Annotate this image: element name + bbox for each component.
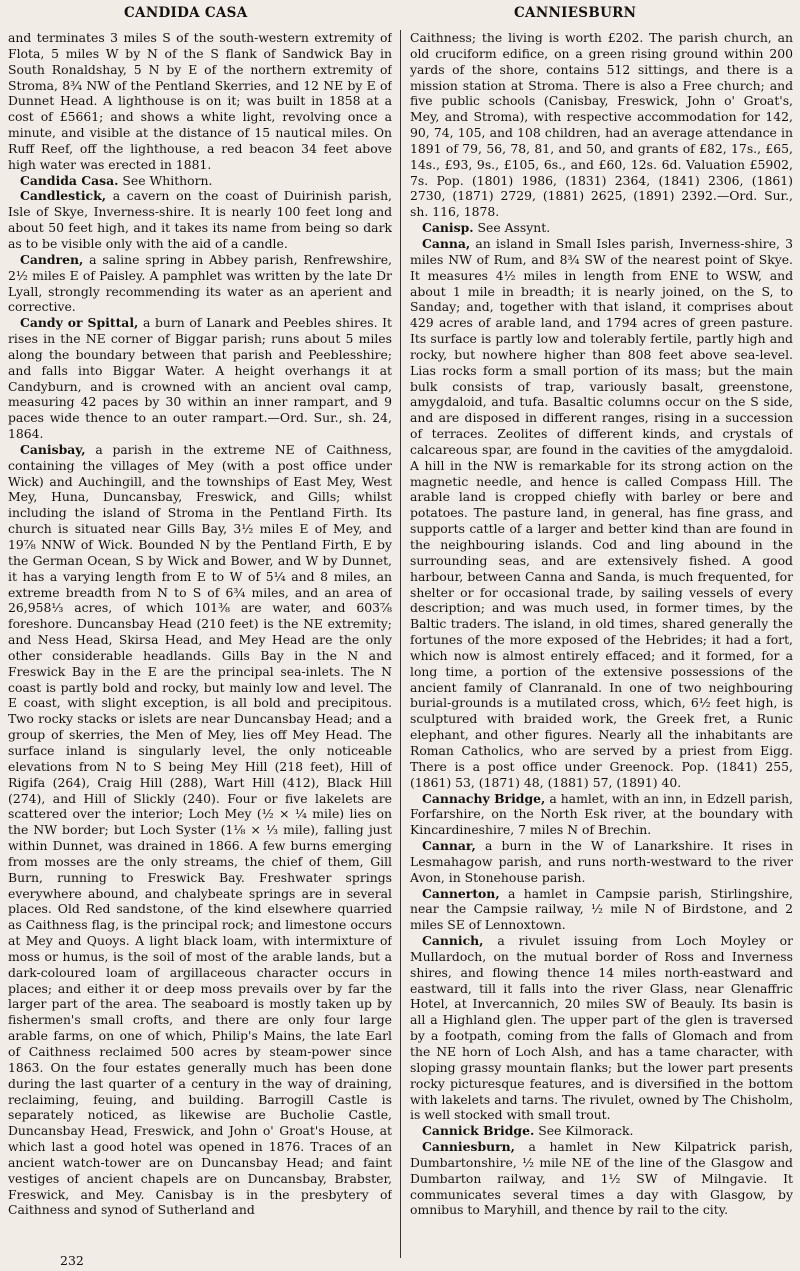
gazetteer-entry <box>410 30 793 220</box>
entry-body: a parish in the extreme NE of Caithness, containing the villages of Mey (with a post office under Wick) and Auchingill, and the townships of East Mey, West Mey, Huna, Duncansbay, Freswick, and Gills; whilst including the island of Stroma in the Pentland Firth. Its church is situated near Gills Bay, 3½ miles E of Mey, and 19⅞ NNW of Wick. Bounded N by the Pentland Firth, E by the German Ocean, S by Wick and Bower, and W by Dunnet, it has a varying length from E to W of 5¼ and 8 miles, an extreme breadth from N to S of 6¾ miles, and an area of 26,958⅓ acres, of which 101⅜ are water, and 603⅞ foreshore. Duncansbay Head (210 feet) is the NE extremity; and Ness Head, Skirsa Head, and Mey Head are the only other considerable headlands. Gills Bay in the N and Freswick Bay in the E are the principal sea-inlets. The N coast is partly bold and rocky, but mainly low and level. The E coast, with slight exception, is all bold and precipitous. Two rocky stacks or islets are near Duncansbay Head; and a group of skerries, the Men of Mey, lies off Mey Head. The surface inland is singularly level, the only noticeable elevations from N to S being Mey Hill (218 feet), Hill of Rigifa (264), Craig Hill (288), Wart Hill (412), Black Hill (274), and Hill of Slickly (240). Four or five lakelets are scattered over the interior; Loch Mey (½ × ¼ mile) lies on the NW border; but Loch Syster (1⅛ × ⅓ mile), falling just within Dunnet, was drained in 1866. A few burns emerging from mosses are the only streams, the chief of them, Gill Burn, running to Freswick Bay. Freshwater springs everywhere abound, and chalybeate springs are in several places. Old Red sandstone, of the kind elsewhere quarried as Caithness flag, is the principal rock; and limestone occurs at Mey and Quoys. A light black loam, with intermixture of moss or humus, is the soil of most of the arable lands, but a dark-coloured loam of argillaceous character occurs in places; and either it or deep moss prevails over by far the larger part of the area. The seaboard is mostly taken up by fishermen's small crofts, and there are only four large arable farms, on one of which, Philip's Mains, the late Earl of Caithness reclaimed 500 acres by steam-power since 1863. On the four estates generally much has been done during the last quarter of a century in the way of draining, reclaiming, feuing, and building. Barrogill Castle is separately noticed, as likewise are Bucholie Castle, Duncansbay Head, Freswick, and John o' Groat's House, at which last a good hotel was opened in 1876. Traces of an ancient watch-tower are on Duncansbay Head; and faint vestiges of ancient chapels are on Duncansbay, Brabster, Freswick, and Mey. Canisbay is in the presbytery of Caithness and synod of Sutherland and <box>8 441 392 1218</box>
entry-headword: Cannich, <box>422 933 484 949</box>
entry-body: a hamlet, with an inn, in Edzell parish, Forfarshire, on the North Esk river, at the boundary with Kincardineshire, 7 miles N of Brechin. <box>410 790 793 838</box>
entry-headword: Candren, <box>20 251 84 267</box>
entry-headword: Cannachy Bridge, <box>422 790 546 806</box>
gazetteer-entry <box>410 236 793 791</box>
entry-headword: Candlestick, <box>20 188 107 204</box>
entry-body: See Assynt. <box>473 220 551 236</box>
gazetteer-entry <box>8 188 392 251</box>
entry-headword: Canisbay, <box>20 441 86 457</box>
gazetteer-entry <box>410 1123 793 1139</box>
entry-body: an island in Small Isles parish, Inverness-shire, 3 miles NW of Rum, and 8¾ SW of the nearest point of Skye. It measures 4½ miles in length from ENE to WSW, and about 1 mile in breadth; it is nearly joined, on the S, to Sanday; and, together with that island, it comprises about 429 acres of arable land, and 1794 acres of green pasture. Its surface is partly low and tolerably fertile, partly high and rocky, but nowhere higher than 808 feet above sea-level. Lias rocks form a small portion of its mass; but the main bulk consists of trap, variously basalt, greenstone, amygdaloid, and tufa. Basaltic columns occur on the S side, and are disposed in different ranges, rising in a succession of terraces. Zeolites of different kinds, and crystals of calcareous spar, are found in the cavities of the amygdaloid. A hill in the NW is remarkable for its strong action on the magnetic needle, and hence is called Compass Hill. The arable land is cropped chiefly with barley or bere and potatoes. The pasture land, in general, has fine grass, and supports cattle of a larger and better kind than are found in the neighbouring islands. Cod and ling abound in the surrounding seas, and are extensively fished. A good harbour, between Canna and Sanda, is much frequented, for shelter or for occasional trade, by sailing vessels of every description; and was much used, in former times, by the Baltic traders. The island, in old times, shared generally the fortunes of the more exposed of the Hebrides; it had a fort, which now is almost entirely effaced; and it formed, for a long time, a portion of the extensive possessions of the ancient family of Clanranald. In one of two neighbouring burial-grounds is a mutilated cross, which, 6½ feet high, is sculptured with braided work, the Greek fret, a Runic elephant, and other figures. Nearly all the inhabitants are Roman Catholics, who are served by a priest from Eigg. There is a post office under Greenock. Pop. (1841) 255, (1861) 53, (1871) 48, (1881) 57, (1891) 40. <box>410 235 793 790</box>
running-header <box>0 5 800 25</box>
gazetteer-entry <box>410 838 793 886</box>
gazetteer-entry <box>410 791 793 839</box>
gazetteer-entry <box>410 886 793 934</box>
gazetteer-entry <box>8 173 392 189</box>
gazetteer-entry <box>410 933 793 1123</box>
page-number: 232 <box>60 1253 84 1268</box>
right-column <box>410 30 793 1255</box>
left-column <box>8 30 392 1255</box>
entry-body: a hamlet in Campsie parish, Stirlingshire, near the Campsie railway, ½ mile N of Birdstone, and 2 miles SE of Lennoxtown. <box>410 885 793 933</box>
entry-headword: Cannerton, <box>422 885 500 901</box>
column-rule <box>400 30 401 1258</box>
entry-body: a burn of Lanark and Peebles shires. It rises in the NE corner of Biggar parish; runs about 5 miles along the boundary between that parish and Peeblesshire; and falls into Biggar Water. A height overhangs it at Candyburn, and is crowned with an ancient oval camp, measuring 42 paces by 30 within an inner rampart, and 9 paces wide thence to an outer rampart.—Ord. Sur., sh. 24, 1864. <box>8 315 392 442</box>
entry-headword: Cannick Bridge. <box>422 1123 535 1139</box>
entry-body: See Whithorn. <box>118 172 213 188</box>
entry-headword: Candida Casa. <box>20 172 119 188</box>
header-left-term: CANDIDA CASA <box>124 5 248 21</box>
entry-body: a burn in the W of Lanarkshire. It rises in Lesmahagow parish, and runs north-westward to the river Avon, in Stonehouse parish. <box>410 838 793 885</box>
gazetteer-entry <box>8 442 392 1218</box>
gazetteer-entry <box>410 1139 793 1218</box>
entry-body: a hamlet in New Kilpatrick parish, Dumbartonshire, ½ mile NE of the line of the Glasgow and Dumbarton railway, and 1½ SW of Milngavie. It communicates several times a day with Glasgow, by omnibus to Maryhill, and thence by rail to the city. <box>410 1139 793 1218</box>
entry-body: See Kilmorack. <box>534 1123 634 1139</box>
gazetteer-entry <box>8 252 392 315</box>
entry-headword: Canniesburn, <box>422 1139 515 1155</box>
entry-body: a cavern on the coast of Duirinish parish, Isle of Skye, Inverness-shire. It is nearly 100 feet long and about 50 feet high, and it takes its name from being so dark as to be visible only with the aid of a candle. <box>8 188 392 251</box>
entry-headword: Cannar, <box>422 838 476 854</box>
entry-body: a rivulet issuing from Loch Moyley or Mullardoch, on the mutual border of Ross and Inverness shires, and flowing thence 14 miles north-eastward and eastward, till it falls into the river Glass, near Glenaffric Hotel, at Invercannich, 20 miles SW of Beauly. Its basin is all a Highland glen. The upper part of the glen is traversed by a footpath, coming from the falls of Glomach and from the NE horn of Loch Alsh, and has a tame character, with sloping grassy mountain flanks; but the lower part presents rocky picturesque features, and is diversified in the bottom with lakelets and tarns. The rivulet, owned by The Chisholm, is well stocked with small trout. <box>410 933 793 1123</box>
gazetteer-entry <box>8 30 392 173</box>
entry-headword: Candy or Spittal, <box>20 315 139 331</box>
entry-headword: Canisp. <box>422 220 474 236</box>
gazetteer-entry <box>8 315 392 442</box>
gazetteer-entry <box>410 220 793 236</box>
entry-body: Caithness; the living is worth £202. The parish church, an old cruciform edifice, on a green rising ground within 200 yards of the shore, contains 512 sittings, and there is a mission station at Stroma. There is also a Free church; and five public schools (Canisbay, Freswick, John o' Groat's, Mey, and Stroma), with respective accommodation for 142, 90, 74, 105, and 108 children, had an average attendance in 1891 of 79, 56, 78, 81, and 50, and grants of £82, 17s., £65, 14s., £93, 9s., £105, 6s., and £60, 12s. 6d. Valuation £5902, 7s. Pop. (1801) 1986, (1831) 2364, (1841) 2306, (1861) 2730, (1871) 2729, (1881) 2625, (1891) 2392.—Ord. Sur., sh. 116, 1878. <box>410 30 793 220</box>
entry-body: and terminates 3 miles S of the south-western extremity of Flota, 5 miles W by N of the S flank of Sandwick Bay in South Ronaldshay, 5 N by E of the northern extremity of Stroma, 8¾ NW of the Pentland Skerries, and 12 NE by E of Dunnet Head. A lighthouse is on it; was built in 1858 at a cost of £5661; and shows a white light, revolving once a minute, and visible at the distance of 15 nautical miles. On Ruff Reef, off the lighthouse, a red beacon 34 feet above high water was erected in 1881. <box>8 30 392 172</box>
header-right-term: CANNIESBURN <box>514 5 637 21</box>
entry-body: a saline spring in Abbey parish, Renfrewshire, 2½ miles E of Paisley. A pamphlet was written by the late Dr Lyall, strongly recommending its water as an aperient and corrective. <box>8 251 392 315</box>
entry-headword: Canna, <box>422 235 471 251</box>
